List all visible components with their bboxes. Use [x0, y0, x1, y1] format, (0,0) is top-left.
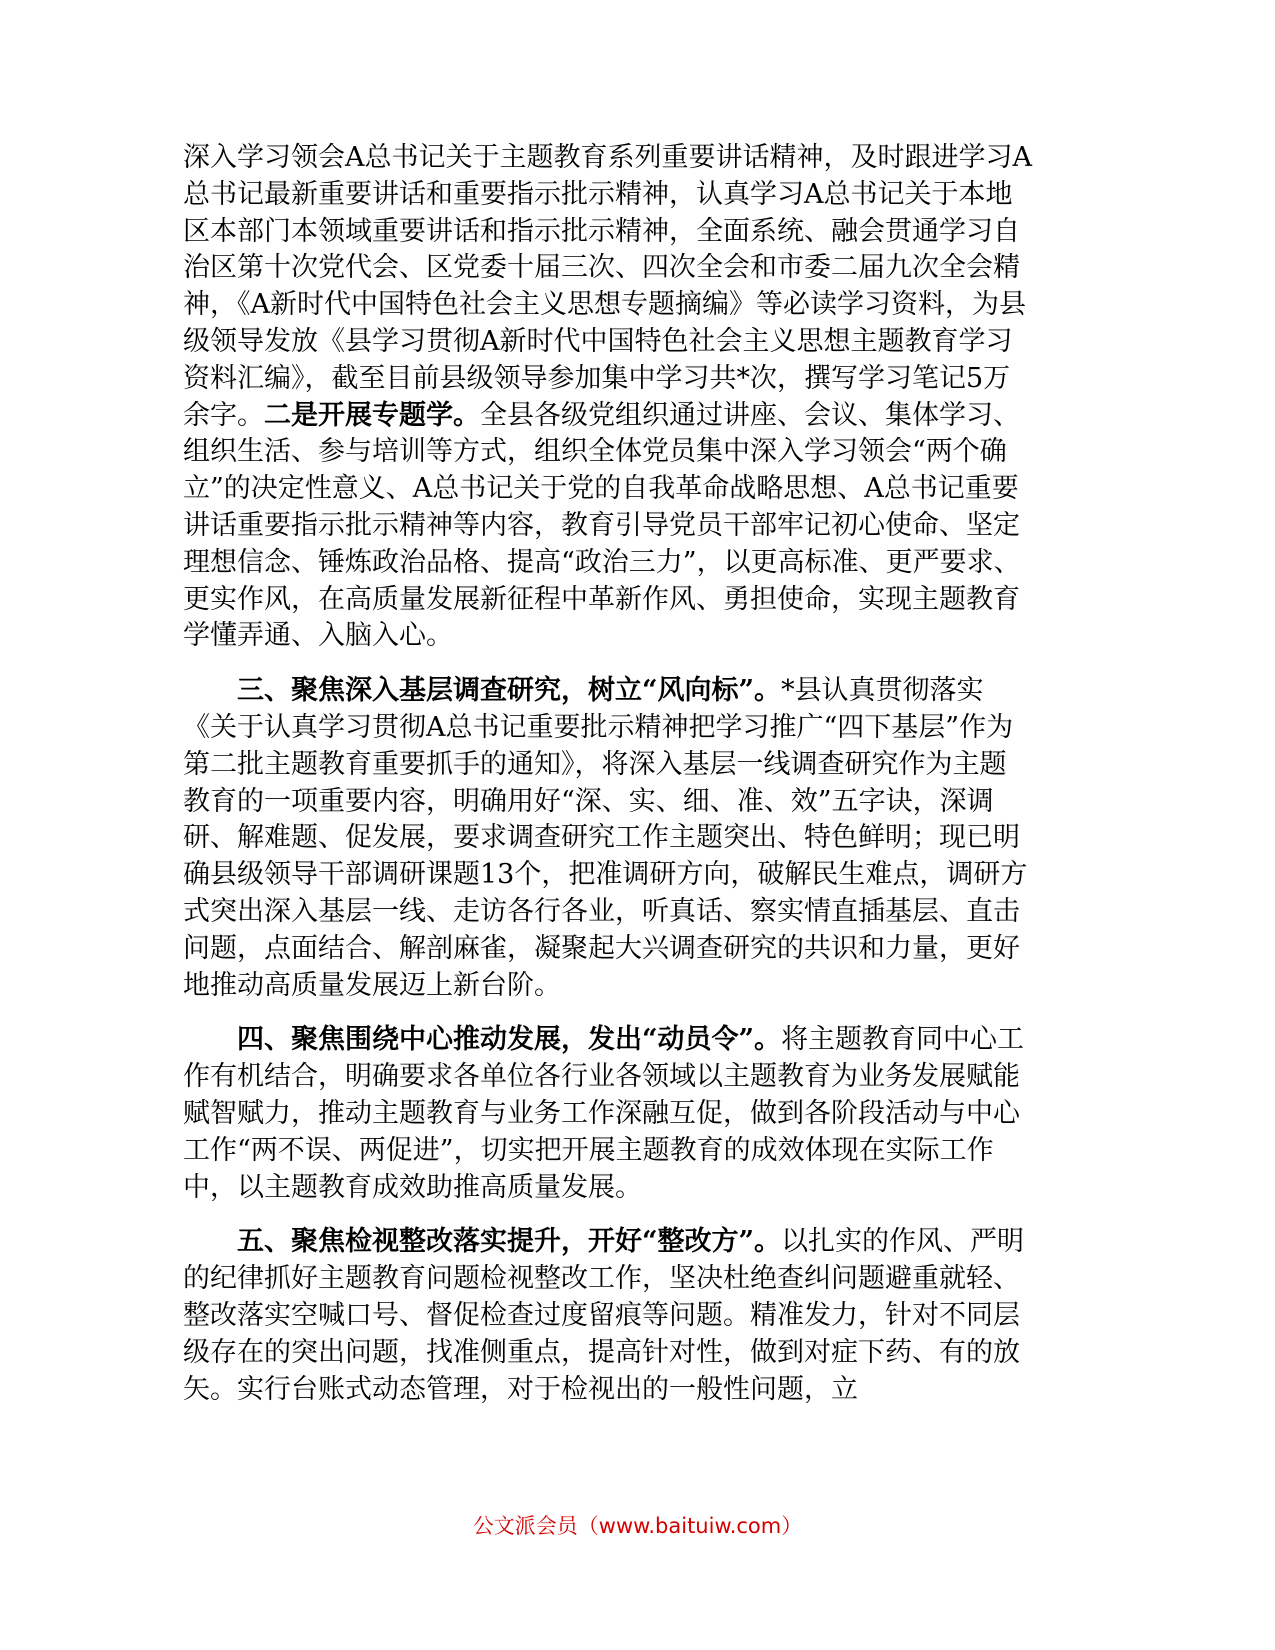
paragraph-text: *县认真贯彻落实《关于认真学习贯彻A总书记重要批示精神把学习推广“四下基层”作为第二批主题教育重要抓手的通知》，将深入基层一线调查研究作为主题教育的一项重要内容，明确用好“深、实、细、准、效”五字诀，深调研、解难题、促发展，要求调查研究工作主题突出、特色鲜明；现已明确县级领导干部调研课题13个，把准调研方向，破解民生难点，调研方式突出深入基层一线、走访各行各业，听真话、察实情直插基层、直击问题，点面结合、解剖麻雀，凝聚起大兴调查研究的共识和力量，更好地推动高质量发展迈上新台阶。	[183, 675, 1028, 1001]
paragraph-heading: 二是开展专题学。	[264, 399, 480, 431]
document-body	[183, 140, 1033, 1408]
paragraph-study	[183, 140, 1033, 655]
paragraph-text: 深入学习领会A总书记关于主题教育系列重要讲话精神，及时跟进学习A总书记最新重要讲话和重要指示批示精神，认真学习A总书记关于本地区本部门本领域重要讲话和指示批示精神，全面系统、融会贯通学习自治区第十次党代会、区党委十届三次、四次全会和市委二届九次全会精神，《A新时代中国特色社会主义思想专题摘编》等必读学习资料，为县级领导发放《县学习贯彻A新时代中国特色社会主义思想主题教育学习资料汇编》，截至目前县级领导参加集中学习共*次，撰写学习笔记5万余字。	[183, 142, 1032, 431]
section-heading: 三、聚焦深入基层调查研究，树立“风向标”。	[237, 675, 782, 707]
footer-watermark: 公文派会员（www.baituiw.com）	[472, 1514, 803, 1538]
paragraph-text: 将主题教育同中心工作有机结合，明确要求各单位各行业各领域以主题教育为业务发展赋能赋智赋力，推动主题教育与业务工作深融互促，做到各阶段活动与中心工作“两不误、两促进”，切实把开展主题教育的成效体现在实际工作中，以主题教育成效助推高质量发展。	[183, 1024, 1025, 1203]
paragraph-section-5	[183, 1224, 1033, 1408]
paragraph-section-4	[183, 1022, 1033, 1206]
paragraph-text: 全县各级党组织通过讲座、会议、集体学习、组织生活、参与培训等方式，组织全体党员集中深入学习领会“两个确立”的决定性意义、A总书记关于党的自我革命战略思想、A总书记重要讲话重要指示批示精神等内容，教育引导党员干部牢记初心使命、坚定理想信念、锤炼政治品格、提高“政治三力”，以更高标准、更严要求、更实作风，在高质量发展新征程中革新作风、勇担使命，实现主题教育学懂弄通、入脑入心。	[183, 399, 1021, 652]
section-heading: 五、聚焦检视整改落实提升，开好“整改方”。	[237, 1226, 782, 1258]
paragraph-section-3	[183, 673, 1033, 1004]
section-heading: 四、聚焦围绕中心推动发展，发出“动员令”。	[237, 1024, 782, 1056]
paragraph-text: 以扎实的作风、严明的纪律抓好主题教育问题检视整改工作，坚决杜绝查纠问题避重就轻、整改落实空喊口号、督促检查过度留痕等问题。精准发力，针对不同层级存在的突出问题，找准侧重点，提高针对性，做到对症下药、有的放矢。实行台账式动态管理，对于检视出的一般性问题，立	[183, 1226, 1025, 1405]
